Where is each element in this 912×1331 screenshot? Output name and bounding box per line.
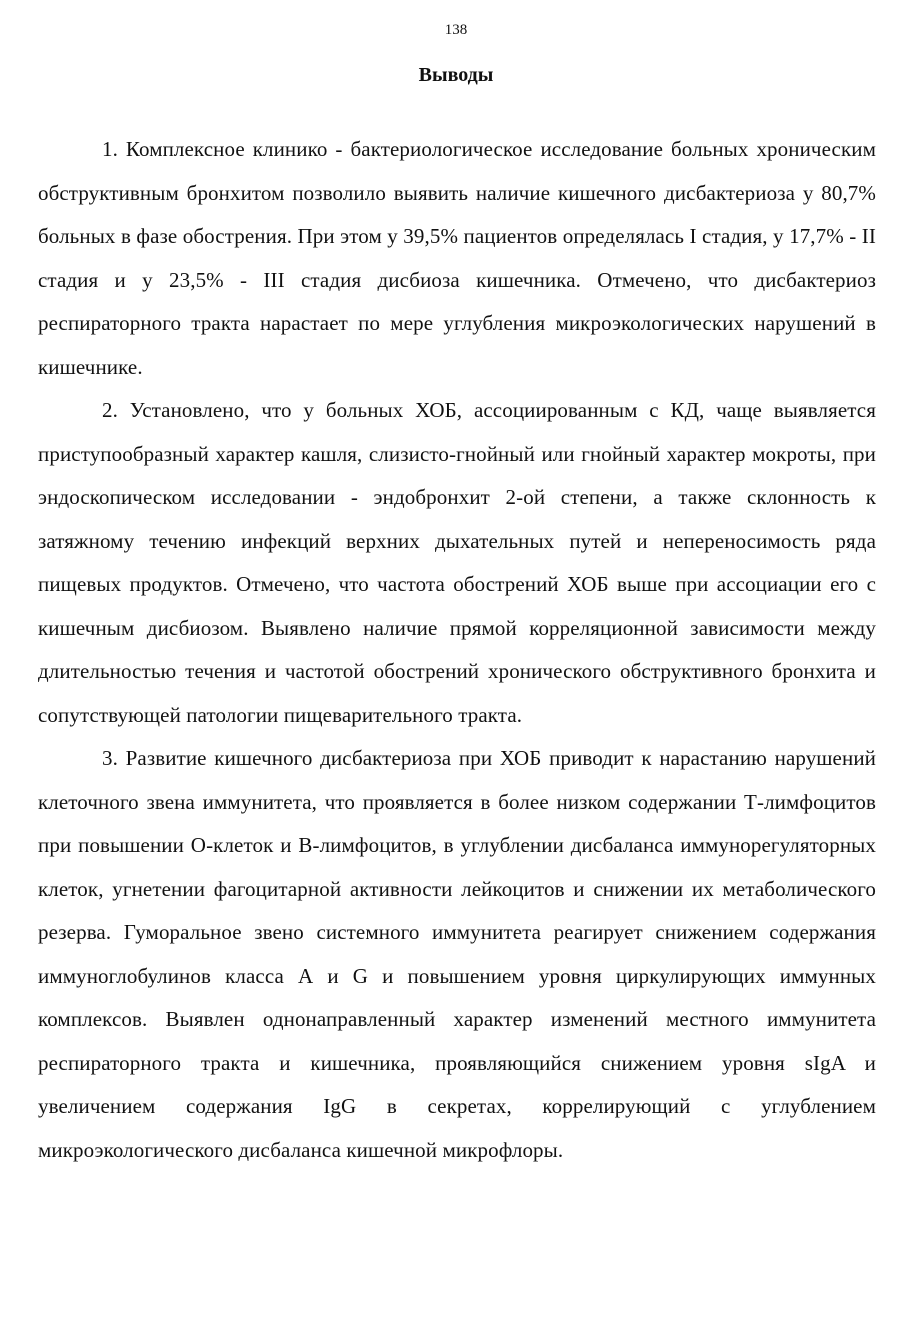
- page-title: Выводы: [418, 64, 494, 86]
- conclusion-paragraph-1: 1. Комплексное клинико - бактериологическое исследование больных хроническим обструктивным бронхитом позволило выявить наличие кишечного дисбактериоза у 80,7% больных в фазе обострения. При этом у 39,5% пациентов определялась I стадия, у 17,7% - II стадия и у 23,5% - III стадия дисбиоза кишечника. Отмечено, что дисбактериоз респираторного тракта нарастает по мере углубления микроэкологических нарушений в кишечнике.: [38, 137, 876, 379]
- page-number: 138: [444, 22, 468, 38]
- conclusion-paragraph-3: 3. Развитие кишечного дисбактериоза при ХОБ приводит к нарастанию нарушений клеточного звена иммунитета, что проявляется в более низком содержании Т-лимфоцитов при повышении О-клеток и В-лимфоцитов, в углублении дисбаланса иммунорегуляторных клеток, угнетении фагоцитарной активности лейкоцитов и снижении их метаболического резерва. Гуморальное звено системного иммунитета реагирует снижением содержания иммуноглобулинов класса А и G и повышением уровня циркулирующих иммунных комплексов. Выявлен однонаправленный характер изменений местного иммунитета респираторного тракта и кишечника, проявляющийся снижением уровня sIgA и увеличением содержания IgG в секретах, коррелирующий с углублением микроэкологического дисбаланса кишечной микрофлоры.: [38, 746, 876, 1162]
- document-body: [38, 128, 876, 1172]
- conclusion-paragraph-2: 2. Установлено, что у больных ХОБ, ассоциированным с КД, чаще выявляется приступообразный характер кашля, слизисто-гнойный или гнойный характер мокроты, при эндоскопическом исследовании - эндобронхит 2-ой степени, а также склонность к затяжному течению инфекций верхних дыхательных путей и непереносимость ряда пищевых продуктов. Отмечено, что частота обострений ХОБ выше при ассоциации его с кишечным дисбиозом. Выявлено наличие прямой корреляционной зависимости между длительностью течения и частотой обострений хронического обструктивного бронхита и сопутствующей патологии пищеварительного тракта.: [38, 398, 876, 727]
